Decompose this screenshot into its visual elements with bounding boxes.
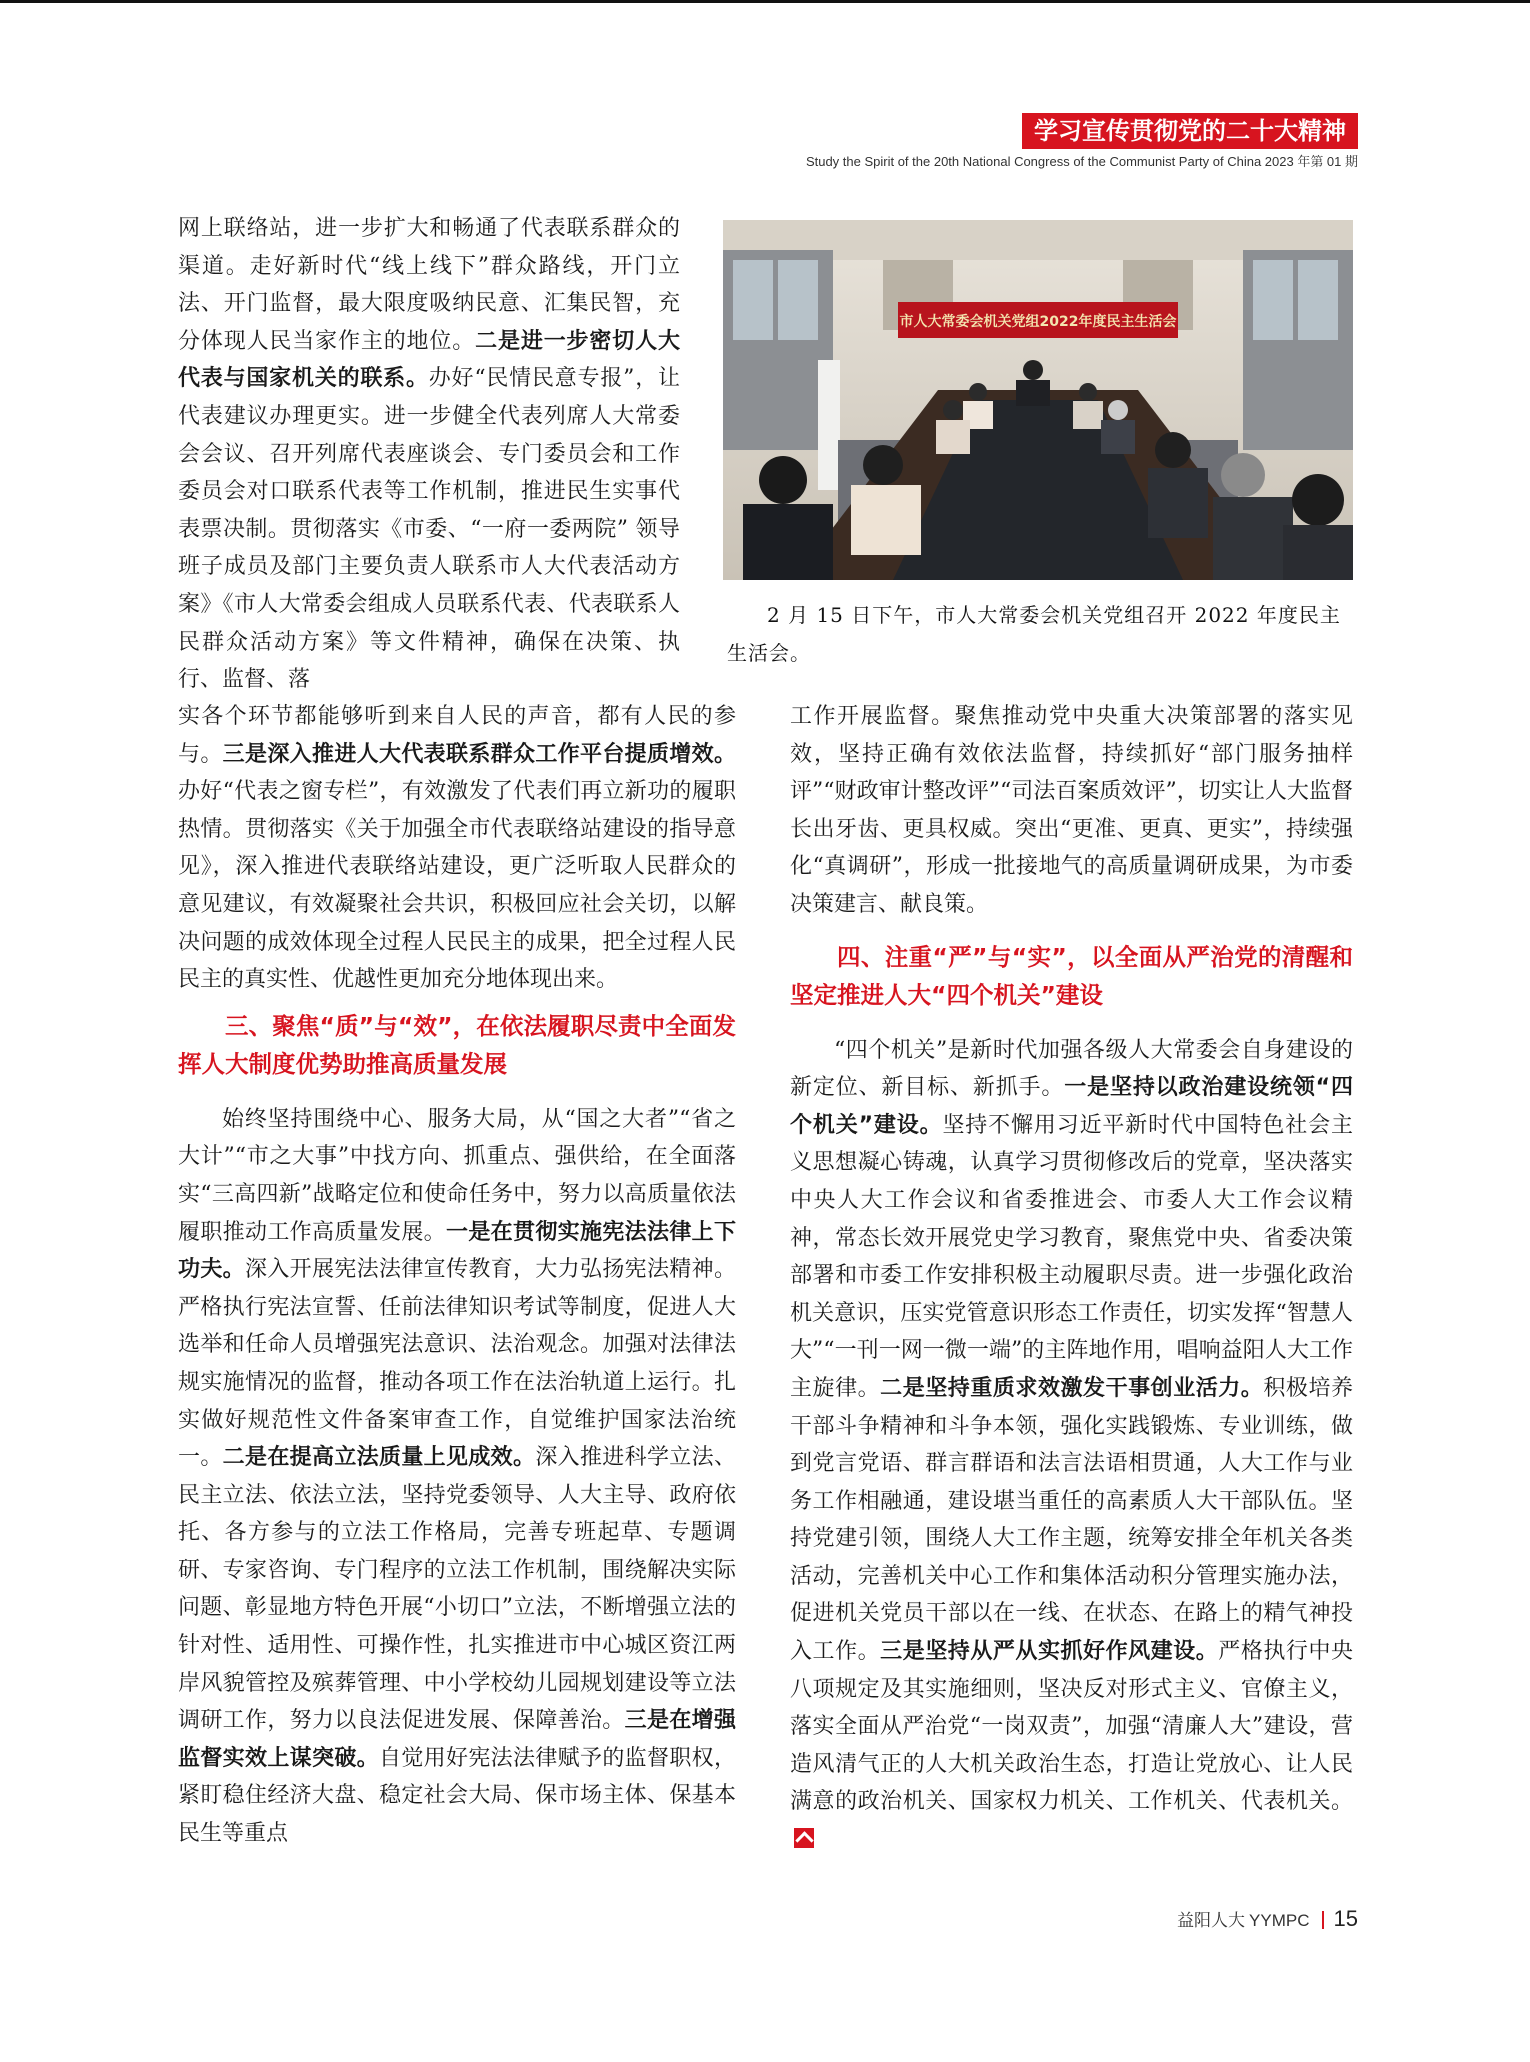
bold-point: 二是坚持重质求效激发干事创业活力。 bbox=[880, 1375, 1264, 1401]
bold-point: 二是进一步密切人大代表与国家机关的联系。 bbox=[178, 328, 680, 392]
bold-point: 一是坚持以政治建设统领“四个机关”建设。 bbox=[790, 1075, 1353, 1138]
paragraph: 网上联络站，进一步扩大和畅通了代表联系群众的渠道。走好新时代“线上线下”群众路线，开门立法、开门监督，最大限度吸纳民意、汇集民智，充分体现人民当家作主的地位。二是进一步密切人大代表与国家机关的联系。办好“民情民意专报”，让代表建议办理更实。进一步健全代表列席人大常委会会议、召开列席代表座谈会、专门委员会和工作委员会对口联系代表等工作机制，推进民生实事代表票决制。贯彻落实《市委、“一府一委两院” 领导班子成员及部门主要负责人联系市人大代表活动方案》《市人大常委会组成人员联系代表、代表联系人民群众活动方案》等文件精神，确保在决策、执行、监督、落 bbox=[178, 216, 680, 693]
issue-subtitle: Study the Spirit of the 20th National Congress of the Communist Party of China 2023 年第 01 期 bbox=[805, 154, 1358, 169]
paragraph: “四个机关”是新时代加强各级人大常委会自身建设的新定位、新目标、新抓手。一是坚持以政治建设统领“四个机关”建设。坚持不懈用习近平新时代中国特色社会主义思想凝心铸魂，认真学习贯彻修改后的党章，坚决落实中央人大工作会议和省委推进会、市委人大工作会议精神，常态长效开展党史学习教育，聚焦党中央、省委决策部署和市委工作安排积极主动履职尽责。进一步强化政治机关意识，压实党管意识形态工作责任，切实发挥“智慧人大”“一刊一网一微一端”的主阵地作用，唱响益阳人大工作主旋律。二是坚持重质求效激发干事创业活力。积极培养干部斗争精神和斗争本领，强化实践锻炼、专业训练，做到党言党语、群言群语和法言法语相贯通，人大工作与业务工作相融通，建设堪当重任的高素质人大干部队伍。坚持党建引领，围绕人大工作主题，统筹安排全年机关各类活动，完善机关中心工作和集体活动积分管理实施办法，促进机关党员干部以在一线、在状态、在路上的精气神投入工作。三是坚持从严从实抓好作风建设。严格执行中央八项规定及其实施细则，坚决反对形式主义、官僚主义，落实全面从严治党“一岗双责”，加强“清廉人大”建设，营造风清气正的人大机关政治生态，打造让党放心、让人民满意的政治机关、国家权力机关、工作机关、代表机关。 bbox=[790, 1032, 1353, 1859]
journal-name: 益阳人大 bbox=[1177, 1911, 1246, 1931]
section-banner: 学习宣传贯彻党的二十大精神 bbox=[1022, 113, 1358, 149]
bold-point: 一是在贯彻实施宪法法律上下功夫。 bbox=[178, 1219, 736, 1283]
bold-point: 三是在增强监督实效上谋突破。 bbox=[178, 1708, 736, 1771]
end-mark-icon bbox=[794, 1828, 814, 1848]
footer-divider bbox=[1322, 1911, 1324, 1929]
meeting-photo bbox=[723, 220, 1353, 580]
paragraph: 始终坚持围绕中心、服务大局，从“国之大者”“省之大计”“市之大事”中找方向、抓重点、强供给，在全面落实“三高四新”战略定位和使命任务中，努力以高质量依法履职推动工作高质量发展。一是在贯彻实施宪法法律上下功夫。深入开展宪法法律宣传教育，大力弘扬宪法精神。严格执行宪法宣誓、任前法律知识考试等制度，促进人大选举和任命人员增强宪法意识、法治观念。加强对法律法规实施情况的监督，推动各项工作在法治轨道上运行。扎实做好规范性文件备案审查工作，自觉维护国家法治统一。二是在提高立法质量上见成效。深入推进科学立法、民主立法、依法立法，坚持党委领导、人大主导、政府依托、各方参与的立法工作格局，完善专班起草、专题调研、专家咨询、专门程序的立法工作机制，围绕解决实际问题、彰显地方特色开展“小切口”立法，不断增强立法的针对性、适用性、可操作性，扎实推进市中心城区资江两岸风貌管控及殡葬管理、中小学校幼儿园规划建设等立法调研工作，努力以良法促进发展、保障善治。三是在增强监督实效上谋突破。自觉用好宪法法律赋予的监督职权，紧盯稳住经济大盘、稳定社会大局、保市场主体、保基本民生等重点 bbox=[178, 1106, 736, 1847]
page-number: 15 bbox=[1333, 1906, 1358, 1931]
left-column-top bbox=[178, 210, 680, 699]
bold-point: 二是在提高立法质量上见成效。 bbox=[222, 1445, 536, 1471]
meeting-slogan: 市人大常委会机关党组2022年度民主生活会 bbox=[899, 314, 1177, 330]
section-heading-3: 三、聚焦“质”与“效”，在依法履职尽责中全面发挥人大制度优势助推高质量发展 bbox=[178, 1011, 736, 1078]
paragraph: 实各个环节都能够听到来自人民的声音，都有人民的参与。三是深入推进人大代表联系群众工作平台提质增效。办好“代表之窗专栏”，有效激发了代表们再立新功的履职热情。贯彻落实《关于加强全市代表联络站建设的指导意见》，深入推进代表联络站建设，更广泛听取人民群众的意见建议，有效凝聚社会共识，积极回应社会关切，以解决问题的成效体现全过程人民民主的成果，把全过程人民民主的真实性、优越性更加充分地体现出来。 bbox=[178, 704, 736, 993]
bold-point: 三是坚持从严从实抓好作风建设。 bbox=[880, 1639, 1219, 1665]
top-rule bbox=[0, 0, 1530, 3]
meeting-room-image bbox=[723, 220, 1353, 580]
journal-brand: YYMPC bbox=[1249, 1911, 1310, 1930]
right-column bbox=[790, 698, 1353, 1859]
left-column-bottom bbox=[178, 698, 736, 1853]
section-heading-4: 四、注重“严”与“实”，以全面从严治党的清醒和坚定推进人大“四个机关”建设 bbox=[790, 942, 1353, 1009]
page-footer bbox=[1177, 1906, 1358, 1932]
paragraph: 工作开展监督。聚焦推动党中央重大决策部署的落实见效，坚持正确有效依法监督，持续抓好“部门服务抽样评”“财政审计整改评”“司法百案质效评”，切实让人大监督长出牙齿、更具权威。突出“更准、更真、更实”，持续强化“真调研”，形成一批接地气的高质量调研成果，为市委决策建言、献良策。 bbox=[790, 704, 1353, 917]
bold-point: 三是深入推进人大代表联系群众工作平台提质增效。 bbox=[222, 741, 736, 767]
photo-caption: 2 月 15 日下午，市人大常委会机关党组召开 2022 年度民主生活会。 bbox=[727, 603, 1341, 665]
